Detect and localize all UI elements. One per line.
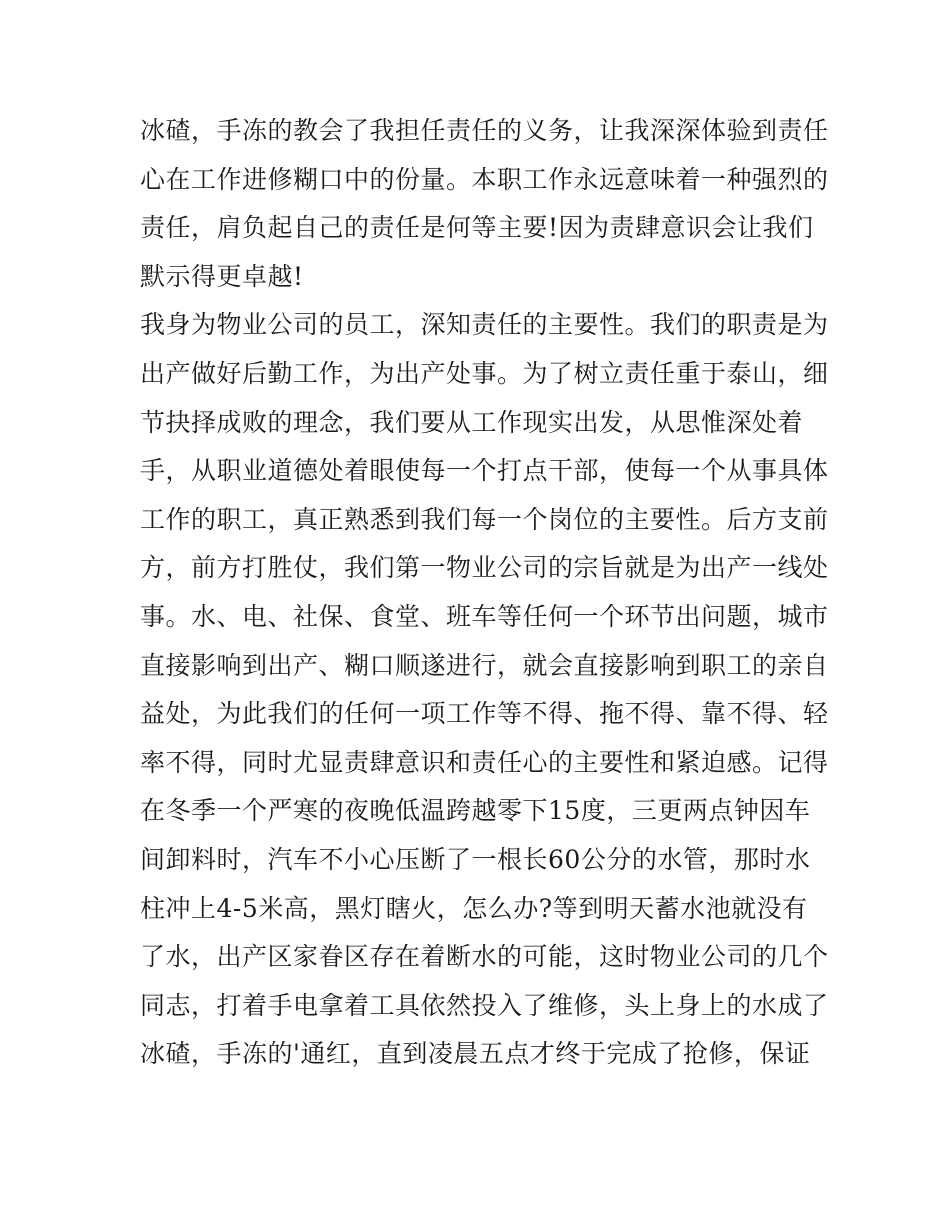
text-line: 柱冲上4-5米高，黑灯瞎火，怎么办?等到明天蓄水池就没有 (140, 893, 808, 923)
text-line: 在冬季一个严寒的夜晚低温跨越零下15度，三更两点钟因车 (140, 796, 811, 826)
text-line: 间卸料时，汽车不小心压断了一根长60公分的水管，那时水 (140, 844, 811, 874)
text-line: 益处，为此我们的任何一项工作等不得、拖不得、靠不得、轻 (140, 699, 829, 729)
text-line: 冰碴，手冻的'通红，直到凌晨五点才终于完成了抢修，保证 (140, 1039, 811, 1069)
text-line: 心在工作进修糊口中的份量。本职工作永远意味着一种强烈的 (140, 164, 829, 194)
text-line: 事。水、电、社保、食堂、班车等任何一个环节出问题，城市 (140, 601, 829, 631)
text-line: 工作的职工，真正熟悉到我们每一个岗位的主要性。后方支前 (140, 504, 829, 534)
text-line: 我身为物业公司的员工，深知责任的主要性。我们的职责是为 (140, 310, 829, 340)
text-line: 方，前方打胜仗，我们第一物业公司的宗旨就是为出产一线处 (140, 553, 829, 583)
text-line: 责任，肩负起自己的责任是何等主要!因为责肆意识会让我们 (140, 213, 814, 243)
text-line: 出产做好后勤工作，为出产处事。为了树立责任重于泰山，细 (140, 358, 829, 388)
text-line: 同志，打着手电拿着工具依然投入了维修，头上身上的水成了 (140, 990, 829, 1020)
text-line: 手，从职业道德处着眼使每一个打点干部，使每一个从事具体 (140, 456, 829, 486)
text-line: 冰碴，手冻的教会了我担任责任的义务，让我深深体验到责任 (140, 116, 829, 145)
text-line: 直接影响到出产、糊口顺遂进行，就会直接影响到职工的亲自 (140, 650, 829, 680)
text-line: 率不得，同时尤显责肆意识和责任心的主要性和紧迫感。记得 (140, 747, 829, 777)
text-line: 节抉择成败的理念，我们要从工作现实出发，从思惟深处着 (140, 407, 804, 437)
text-line: 了水，出产区家眷区存在着断水的可能，这时物业公司的几个 (140, 942, 829, 972)
text-line: 默示得更卓越! (140, 261, 304, 291)
body-text (140, 107, 829, 1079)
